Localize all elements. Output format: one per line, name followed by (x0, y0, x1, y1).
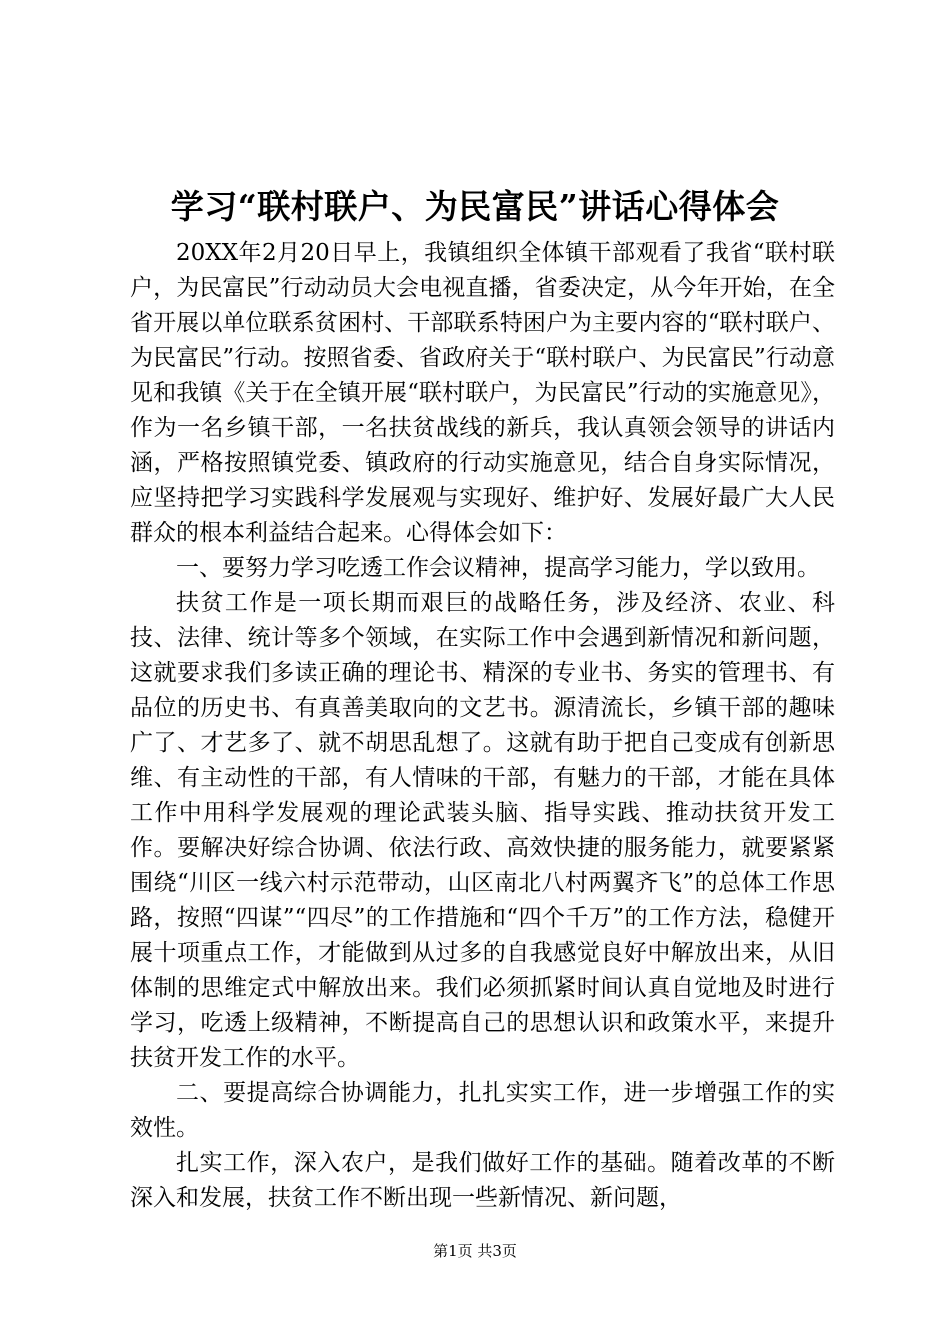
paragraph-heading-two: 二、要提高综合协调能力，扎扎实实工作，进一步增强工作的实效性。 (130, 1080, 835, 1141)
paragraph-heading-one: 一、要努力学习吃透工作会议精神，提高学习能力，学以致用。 (176, 555, 820, 581)
document-body (130, 236, 835, 1216)
document-title: 学习“联村联户、为民富民”讲话心得体会 (170, 187, 780, 226)
page-footer: 第1页 共3页 (433, 1242, 517, 1260)
paragraph-study: 扶贫工作是一项长期而艰巨的战略任务，涉及经济、农业、科技、法律、统计等多个领域，在实际工作中会遇到新情况和新问题，这就要求我们多读正确的理论书、精深的专业书、务实的管理书、有品位的历史书、有真善美取向的文艺书。源清流长，乡镇干部的趣味广了、才艺多了、就不胡思乱想了。这就有助于把自己变成有创新思维、有主动性的干部，有人情味的干部，有魅力的干部，才能在具体工作中用科学发展观的理论武装头脑、指导实践、推动扶贫开发工作。要解决好综合协调、依法行政、高效快捷的服务能力，就要紧紧围绕“川区一线六村示范带动，山区南北八村两翼齐飞”的总体工作思路，按照“四谋”“四尽”的工作措施和“四个千万”的工作方法，稳健开展十项重点工作，才能做到从过多的自我感觉良好中解放出来，从旧体制的思维定式中解放出来。我们必须抓紧时间认真自觉地及时进行学习，吃透上级精神，不断提高自己的思想认识和政策水平，来提升扶贫开发工作的水平。 (130, 590, 835, 1071)
paragraph-intro: 20XX年2月20日早上，我镇组织全体镇干部观看了我省“联村联户，为民富民”行动动员大会电视直播，省委决定，从今年开始，在全省开展以单位联系贫困村、干部联系特困户为主要内容的“联村联户、为民富民”行动。按照省委、省政府关于“联村联户、为民富民”行动意见和我镇《关于在全镇开展“联村联户，为民富民”行动的实施意见》，作为一名乡镇干部，一名扶贫战线的新兵，我认真领会领导的讲话内涵，严格按照镇党委、镇政府的行动实施意见，结合自身实际情况，应坚持把学习实践科学发展观与实现好、维护好、发展好最广大人民群众的根本利益结合起来。心得体会如下： (130, 240, 835, 546)
paragraph-work: 扎实工作，深入农户，是我们做好工作的基础。随着改革的不断深入和发展，扶贫工作不断出现一些新情况、新问题， (130, 1150, 835, 1211)
